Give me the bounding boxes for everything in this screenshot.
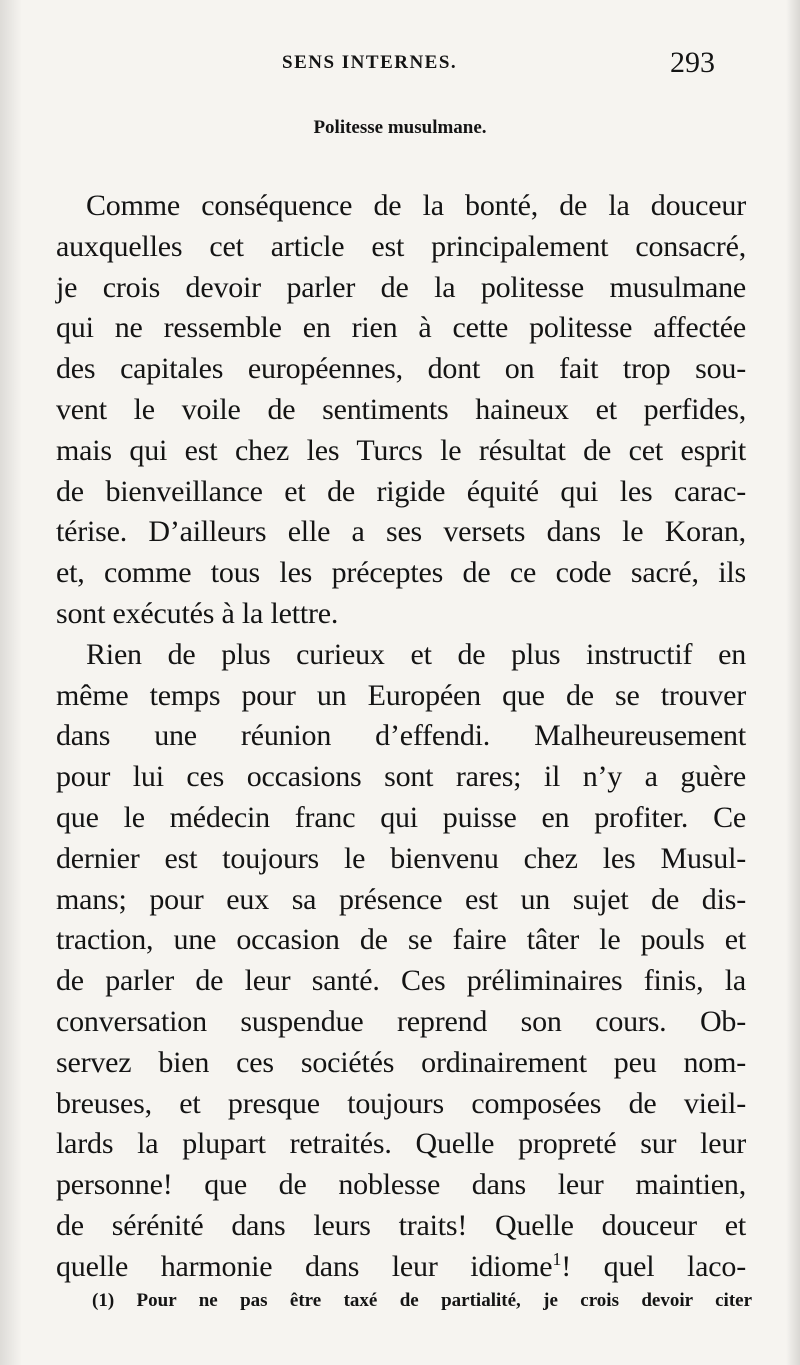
text-line-with-footnote-ref <box>56 1247 746 1288</box>
text-line: auxquelles cet article est principalement consacré, <box>56 229 746 263</box>
text-line: même temps pour un Européen que de se trouver <box>56 678 746 712</box>
text-line: térise. D’ailleurs elle a ses versets dans le Koran, <box>56 515 746 549</box>
text-fragment: ! quel laco- <box>561 1249 746 1283</box>
page-edge-shadow-right <box>786 0 800 1365</box>
footnote-text: Pour ne pas être taxé de partialité, je crois devoir citer <box>136 1290 753 1311</box>
running-title: SENS INTERNES. <box>282 52 458 73</box>
text-line: dernier est toujours le bienvenu chez les Musul- <box>56 841 746 875</box>
page-number: 293 <box>670 46 715 79</box>
text-line: servez bien ces sociétés ordinairement peu nom- <box>56 1045 746 1079</box>
text-line: mans; pour eux sa présence est un sujet de dis- <box>56 882 746 916</box>
text-line: dans une réunion d’effendi. Malheureusement <box>56 719 746 753</box>
text-line: breuses, et presque toujours composées de vieil- <box>56 1086 746 1120</box>
paragraph-1 <box>56 186 746 635</box>
text-line: lards la plupart retraités. Quelle propreté sur leur <box>56 1127 746 1161</box>
footnote-marker: (1) <box>92 1290 115 1311</box>
page-edge-shadow-left <box>0 0 22 1365</box>
text-fragment: quelle harmonie dans leur idiome <box>56 1249 553 1283</box>
text-line: des capitales européennes, dont on fait trop sou- <box>56 352 746 386</box>
running-head <box>0 46 800 86</box>
text-line: Rien de plus curieux et de plus instructif en <box>86 637 746 671</box>
text-line: traction, une occasion de se faire tâter le pouls et <box>56 923 746 957</box>
text-line: je crois devoir parler de la politesse musulmane <box>56 270 746 304</box>
text-line: de parler de leur santé. Ces préliminaires finis, la <box>56 964 746 998</box>
section-title: Politesse musulmane. <box>313 117 487 138</box>
body-text <box>56 186 746 1288</box>
text-line: sont exécutés à la lettre. <box>56 596 339 630</box>
footnote <box>92 1290 752 1312</box>
text-line: personne! que de noblesse dans leur maintien, <box>56 1168 746 1202</box>
footnote-reference[interactable]: 1 <box>552 1248 562 1269</box>
text-line: qui ne ressemble en rien à cette politesse affectée <box>56 311 746 345</box>
text-line: conversation suspendue reprend son cours. Ob- <box>56 1004 746 1038</box>
text-line: mais qui est chez les Turcs le résultat de cet esprit <box>56 433 746 467</box>
text-line: de bienveillance et de rigide équité qui les carac- <box>56 474 746 508</box>
paragraph-2 <box>56 635 746 1288</box>
text-line: que le médecin franc qui puisse en profiter. Ce <box>56 800 746 834</box>
text-line: et, comme tous les préceptes de ce code sacré, ils <box>56 556 746 590</box>
text-line: de sérénité dans leurs traits! Quelle douceur et <box>56 1208 746 1242</box>
text-line: Comme conséquence de la bonté, de la douceur <box>86 189 746 222</box>
text-line: pour lui ces occasions sont rares; il n’y a guère <box>56 760 746 794</box>
text-line: vent le voile de sentiments haineux et perfides, <box>56 392 746 426</box>
